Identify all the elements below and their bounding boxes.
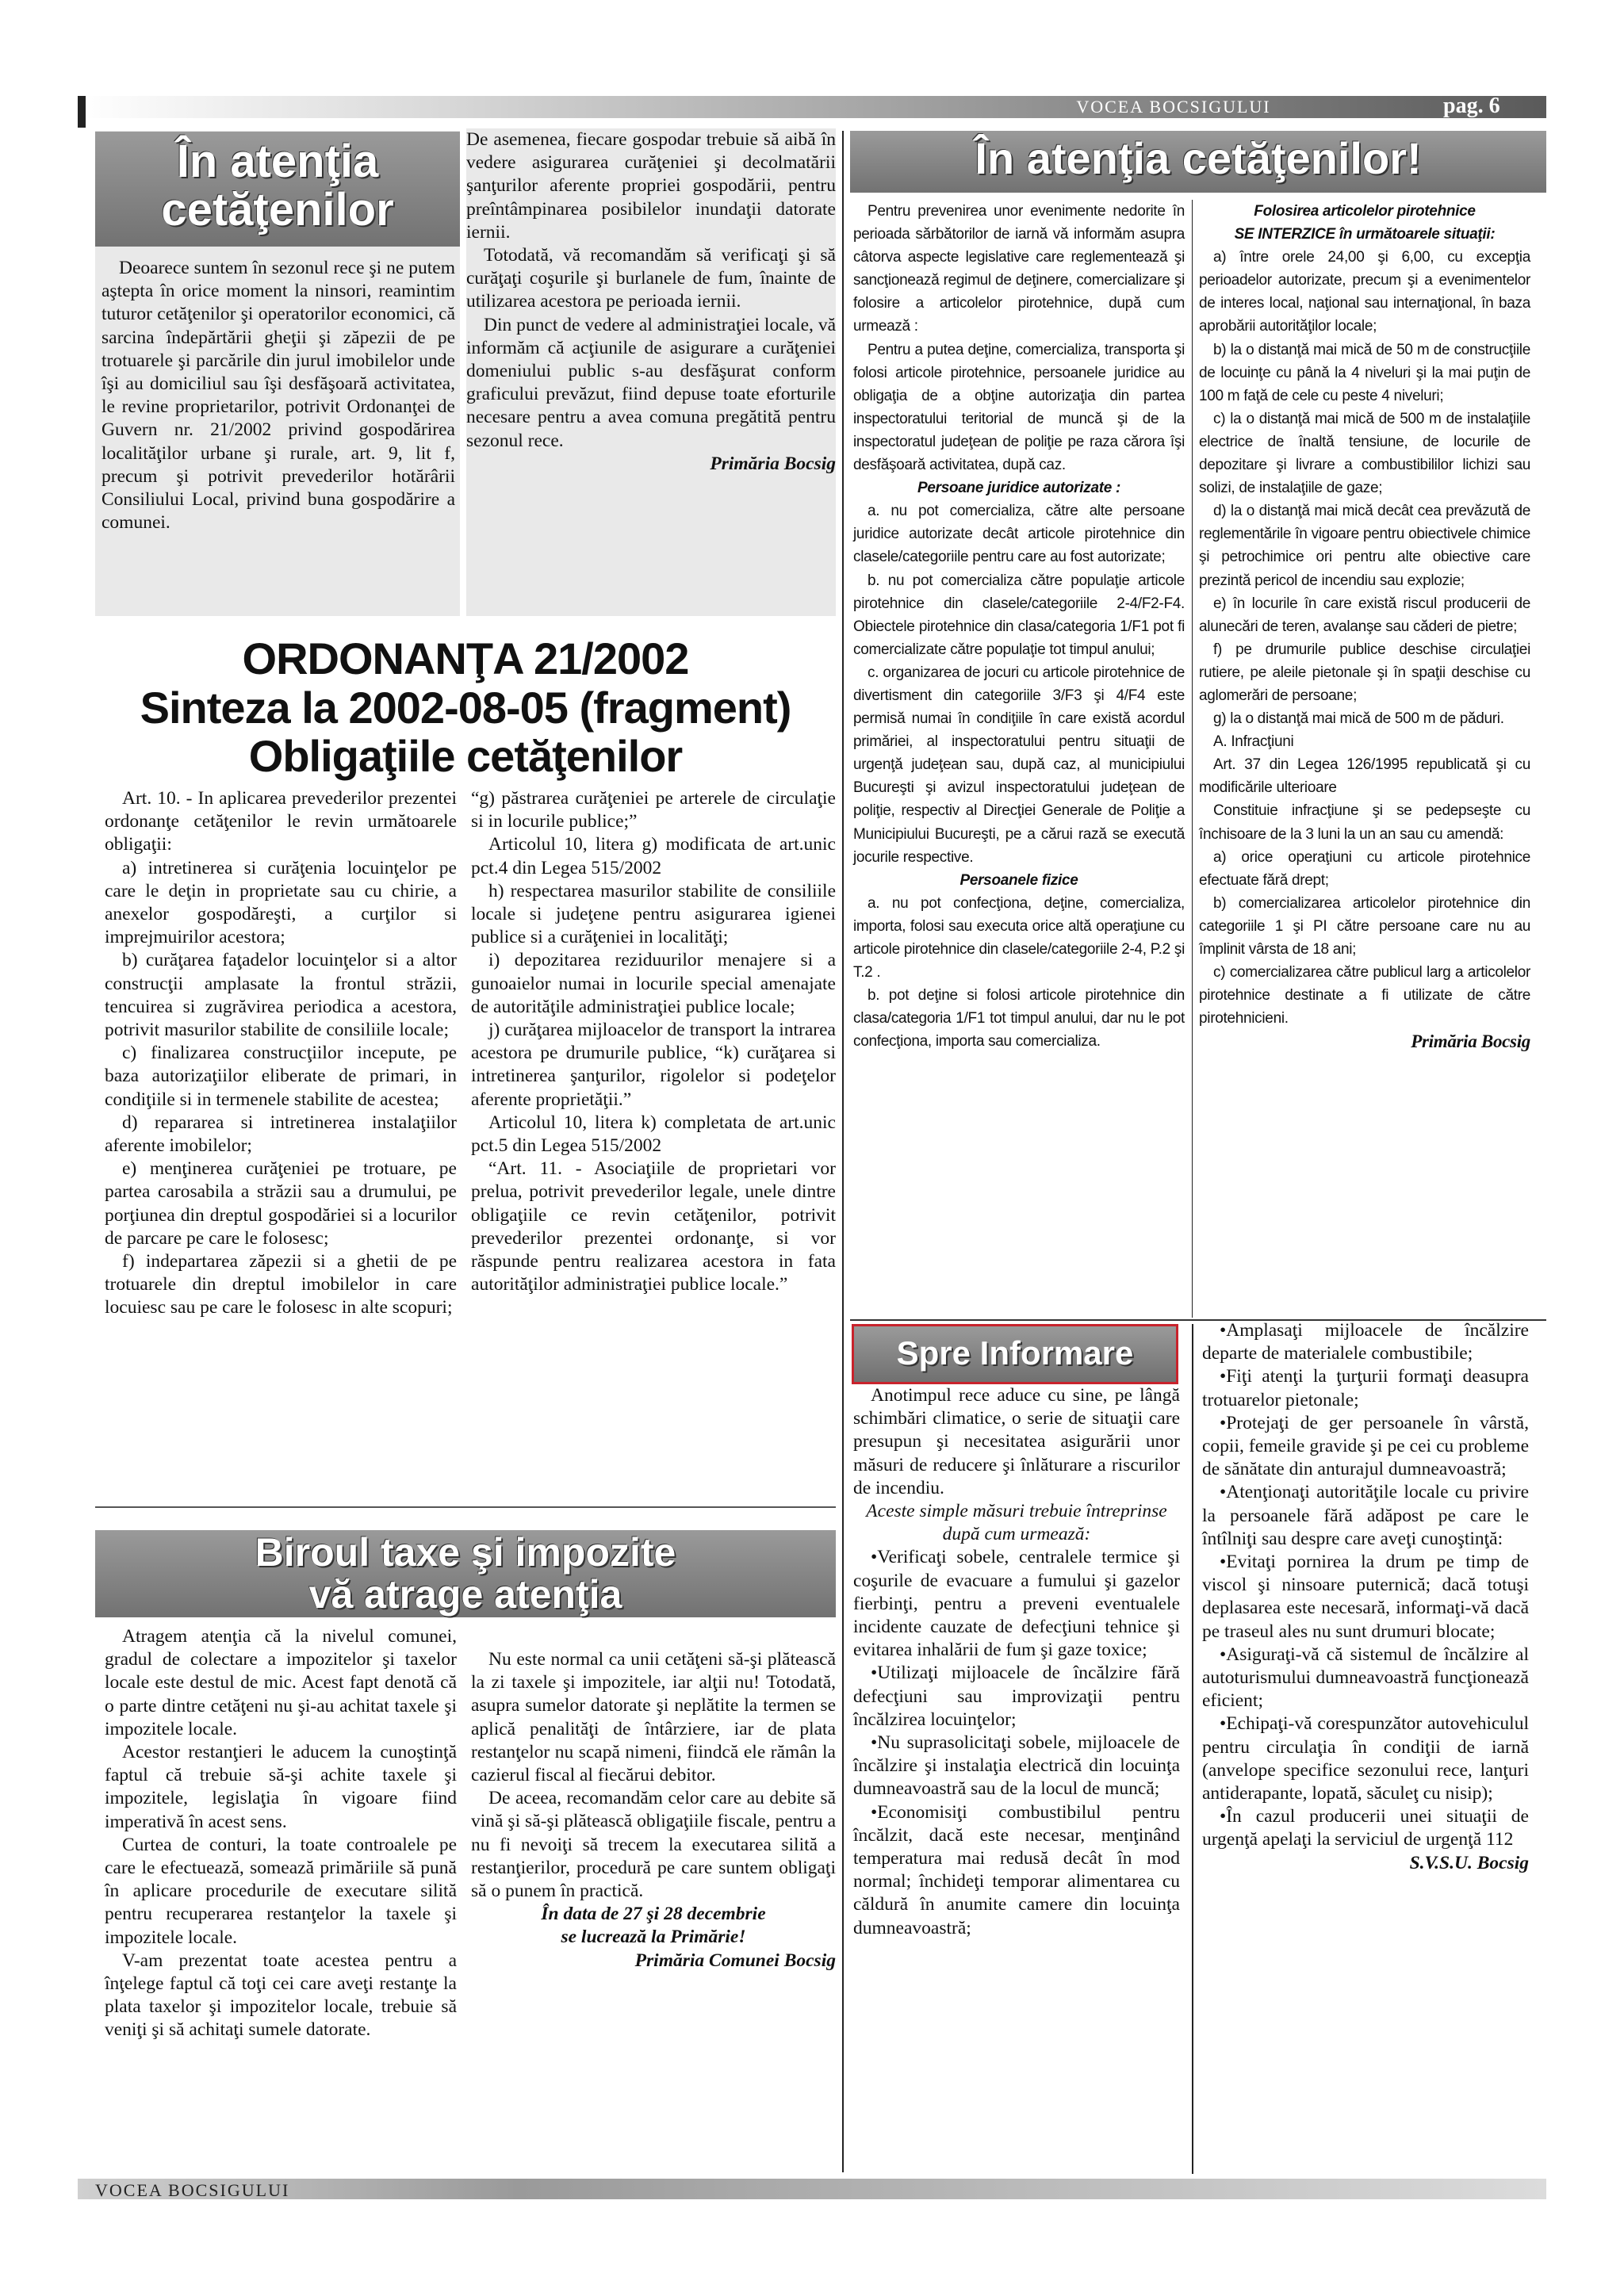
article-2-col2-p7: “Art. 11. - Asociaţiile de proprietari vor prelua, potrivit prevederilor legale, unele dintre obligaţiile ce revin cetăţenilor, potrivit prevederilor prezentei ordonanţe, si vor răspunde pentru realizarea acestora in fata autorităţilor administraţiei publice locale.” xyxy=(471,1158,836,1295)
article-3-col1-p1: Atragem atenţia că la nivelul comunei, gradul de colectare a impozitelor şi taxelor locale este destul de mic. Acest fapt denotă că o parte dintre cetăţeni nu şi-au achitat taxele şi impozitele locale. xyxy=(105,1626,457,1739)
article-1-signature: Primăria Bocsig xyxy=(710,453,836,474)
article-4-colB-p2: b) la o distanţă mai mică de 50 m de construcţiile de locuinţe cu până la 4 niveluri şi la mai puţin de 100 m faţă de cele cu peste 4 niveluri; xyxy=(1199,341,1530,404)
article-1-col1 xyxy=(102,257,455,534)
article-3-col2-p1: Nu este normal ca unii cetăţeni să-şi plătească la zi taxele şi impozitele, iar alţii nu! Totodată, asupra sumelor datorate şi neplătite la termen se aplică penalităţi de întârziere, iar de plata restanţelor nu scapă nimeni, fiindcă ele rămân la cazierul fiscal al fiecărui debitor. xyxy=(471,1649,836,1786)
article-5-colA-intro: Aceste simple măsuri trebuie întreprinse după cum urmează: xyxy=(866,1501,1167,1545)
article-2-title xyxy=(95,634,836,781)
article-5-colA xyxy=(853,1384,1180,1940)
article-4-colB-p11: a) orice operaţiuni cu articole pirotehnice efectuate fără drept; xyxy=(1199,848,1530,889)
article-3-title-line1: Biroul taxe şi impozite xyxy=(255,1530,676,1575)
article-2-col1-p1: Art. 10. - In aplicarea prevederilor prezentei ordonanţe cetăţenilor le revin următoarele obligaţii: xyxy=(105,788,457,855)
article-3-col1-p4: V-am prezentat toate acestea pentru a înţelege faptul că toţi cei care aveţi restanţe la plata taxelor şi impozitelor locale, trebuie să veniţi şi să achitaţi sumele datorate. xyxy=(105,1950,457,2041)
article-1-p3: Din punct de vedere al administraţiei locale, vă informăm că acţiunile de asigurare a curăţeniei domeniului public s-au desfăşurat conform graficului prevăzut, fiind depuse toate eforturile necesare pentru a avea comuna pregătită pentru sezonul rece. xyxy=(466,314,836,451)
article-4-colB-p1: a) între orele 24,00 şi 6,00, cu excepţia perioadelor autorizate, precum şi a evenimentelor de interes local, naţional sau internaţional, în baza aprobării autorităţilor locale; xyxy=(1199,249,1530,335)
article-2-col1 xyxy=(105,787,457,1320)
article-5-colB-p7: •Echipaţi-vă corespunzător autovehiculul pentru circulaţia în condiţii de iarnă (anvelope specifice sezonului rece, lanţuri antiderapante, lopată, săculeţ cu nisip); xyxy=(1202,1713,1529,1804)
article-1-col1-text: Deoarece suntem în sezonul rece şi ne putem aştepta în orice moment la ninsori, reamintim tuturor cetăţenilor şi operatorilor economici, că sarcina îndepărtării gheţii şi zăpezii de pe trotuarele şi parcările din jurul imobilelor unde îşi au domiciliul sau îşi desfăşoară activitatea, le revine proprietarilor, potrivit Ordonanţei de Guvern nr. 21/2002 privind gospodărirea localităţilor urbane şi rurale, art. 9, lit f, precum şi potrivit prevederilor hotărârii Consiliului Local, privind buna gospodărire a comunei. xyxy=(102,258,455,534)
article-3-title xyxy=(95,1530,836,1617)
article-4-colB-p4: d) la o distanţă mai mică decât cea prevăzută de reglementările în vigoare pentru obiectivele chimice şi petrochimice ori pentru alte obiective care prezintă pericol de incendiu sau explozie; xyxy=(1199,503,1530,589)
article-4-colB-sub1: Folosirea articolelor pirotehnice xyxy=(1254,203,1476,220)
article-4-colB-p10: Constituie infracţiune şi se pedepseşte cu închisoare de la 3 luni la un an sau cu amendă: xyxy=(1199,802,1530,843)
article-4-colA-p4: b. nu pot comercializa către populaţie articole pirotehnice din clasele/categoriile 2-4/F2-F4. Obiectele pirotehnice din clasa/categoria 1/F1 pot fi comercializate către populaţie tot timpul anului; xyxy=(853,572,1185,658)
article-5-title: Spre Informare xyxy=(852,1324,1178,1384)
article-2-col1-p2: a) intretinerea si curăţenia locuinţelor pe care le deţin in proprietate sau cu chirie, a anexelor gospodăreşti, a curţilor si imprejmuirilor acestora; xyxy=(105,857,457,948)
footer-bar xyxy=(78,2179,1546,2199)
article-5-colB-p5: •Evitaţi pornirea la drum pe timp de viscol şi ninsoare puternică; dacă totuşi deplasarea este necesară, informaţi-vă dacă pe traseul ales nu sunt drumuri blocate; xyxy=(1202,1552,1529,1642)
article-5-colA-p5: •Economisiţi combustibilul pentru încălzit, dacă este necesar, menţinând temperatura mai redusă decât în mod normal; închideţi temporar alimentarea cu căldură în anumite camere din locuinţa dumneavoastră; xyxy=(853,1801,1180,1938)
article-4-colA-sub1: Persoane juridice autorizate : xyxy=(917,480,1121,497)
article-5-colB-p8: •În cazul producerii unei situaţii de urgenţă apelaţi la serviciul de urgenţă 112 xyxy=(1202,1806,1529,1850)
article-2-col2-p1: “g) păstrarea curăţeniei pe arterele de circulaţie si in locurile publice;” xyxy=(471,788,836,832)
article-2-col2-p5: j) curăţarea mijloacelor de transport la intrarea acestora pe drumurile publice, “k) curăţarea si intretinerea şanţurilor, rigolelor si podeţelor aferente proprietăţii.” xyxy=(471,1020,836,1110)
article-4-colA xyxy=(853,200,1185,1053)
article-3-note xyxy=(471,1903,836,1949)
article-4-colB-sub2: SE INTERZICE în următoarele situaţii: xyxy=(1234,226,1496,243)
article-3-note-line2: se lucrează la Primărie! xyxy=(561,1927,746,1948)
article-3-col2 xyxy=(471,1648,836,1973)
article-1-title: În atenţia cetăţenilor xyxy=(95,132,460,247)
article-4-colA-p6: a. nu pot confecţiona, deţine, comercializa, importa, folosi sau executa orice altă operaţiune cu articole pirotehnice din clasele/categoriile 2-4, P.2 şi T.2 . xyxy=(853,894,1185,982)
article-5-colA-p1: Anotimpul rece aduce cu sine, pe lângă schimbări climatice, o serie de situaţii care presupun şi necesitatea asigurării unor măsuri de reducere şi înlăturare a riscurilor de incendiu. xyxy=(853,1385,1180,1498)
article-5-col-divider xyxy=(1192,1324,1193,2174)
article-3-title-line2: vă atrage atenţia xyxy=(308,1571,622,1617)
article-2-col1-p4: c) finalizarea construcţiilor incepute, pe baza autorizaţiilor eliberate de primari, in condiţiile si in termenele stabilite de acestea; xyxy=(105,1043,457,1110)
article-5-signature: S.V.S.U. Bocsig xyxy=(1409,1852,1529,1873)
article-3-col2-p2: De aceea, recomandăm celor care au debite să vină şi să-şi plătească obligaţiile fiscale, pentru a nu fi nevoiţi să trecem la executarea silită a restanţierilor, procedură pe care suntem obligaţi să o punem în practică. xyxy=(471,1788,836,1902)
article-2-title-line2: Sinteza la 2002-08-05 (fragment) xyxy=(140,682,791,733)
column-divider-main xyxy=(842,131,844,2172)
article-4-colB-p7: g) la o distanţă mai mică de 500 m de păduri. xyxy=(1213,710,1504,728)
article-5-colB-p6: •Asiguraţi-vă că sistemul de încălzire al autoturismului dumneavoastră funcţionează eficient; xyxy=(1202,1644,1529,1712)
article-2-title-line1: ORDONANŢA 21/2002 xyxy=(242,633,689,683)
article-4-colB-p9: Art. 37 din Legea 126/1995 republicată şi cu modificările ulterioare xyxy=(1199,756,1530,797)
article-3-signature: Primăria Comunei Bocsig xyxy=(634,1950,836,1971)
article-4-title: În atenţia cetăţenilor! xyxy=(850,131,1546,193)
article-2-col2-p2: Articolul 10, litera g) modificata de art.unic pct.4 din Legea 515/2002 xyxy=(471,834,836,878)
article-2-col2 xyxy=(471,787,836,1296)
header-bar xyxy=(78,96,1546,118)
article-3-note-line1: În data de 27 şi 28 decembrie xyxy=(541,1904,766,1925)
article-5-colA-p4: •Nu suprasolicitaţi sobele, mijloacele de încălzire şi instalaţia electrică din locuinţa dumneavoastră sau de la locul de muncă; xyxy=(853,1732,1180,1800)
article-5-colB-p4: •Atenţionaţi autorităţile locale cu privire la persoanele fără adăpost pe care le întîlniţi sau despre care aveţi cunoştinţă: xyxy=(1202,1482,1529,1549)
article-4-colA-sub2: Persoanele fizice xyxy=(959,871,1078,889)
article-4-colB-p5: e) în locurile în care există riscul producerii de alunecări de teren, avalanşe sau căderi de pietre; xyxy=(1199,595,1530,635)
article-1-col2 xyxy=(466,128,836,616)
footer-publication: VOCEA BOCSIGULUI xyxy=(95,2180,290,2200)
running-head: VOCEA BOCSIGULUI xyxy=(1076,97,1271,117)
article-4-colA-p2: Pentru a putea deţine, comercializa, transporta şi folosi articole pirotehnice, persoanele juridice au obligaţia de a obţine autorizaţia din partea inspectoratului teritorial de muncă şi de la inspectoratul judeţean de poliţie pe raza cărora îşi desfăşoară activitatea, după caz. xyxy=(853,341,1185,474)
article-3-col1 xyxy=(105,1625,457,2042)
article-4-colB xyxy=(1199,200,1530,1053)
article-3-col1-p3: Curtea de conturi, la toate controalele pe care le efectuează, somează primăriile să pună în aplicare procedurile de executare silită pentru recuperarea restanţelor la taxele şi impozitele locale. xyxy=(105,1834,457,1948)
page-number: pag. 6 xyxy=(1443,94,1500,118)
article-5-colB xyxy=(1202,1319,1529,1875)
article-2-title-line3: Obligaţiile cetăţenilor xyxy=(248,731,683,782)
article-2-col2-p3: h) respectarea masurilor stabilite de consiliile locale si judeţene pentru asigurarea igienei publice si a curăţeniei in localităţi; xyxy=(471,880,836,948)
article-5-colB-p1: •Amplasaţi mijloacele de încălzire departe de materialele combustibile; xyxy=(1202,1320,1529,1364)
article-4-col-divider xyxy=(1192,200,1193,1318)
article-5-colA-p2: •Verificaţi sobele, centralele termice şi coşurile de evacuare a fumului şi gazelor fierbinţi, pentru a preveni eventualele incidente cauzate de defecţiuni tehnice şi evitarea inhalării de fum şi gaze toxice; xyxy=(853,1547,1180,1661)
article-5-colA-p3: •Utilizaţi mijloacele de încălzire fără defecţiuni sau improvizaţii pentru încălzirea locuinţelor; xyxy=(853,1663,1180,1730)
article-5-colB-p3: •Protejaţi de ger persoanele în vârstă, copii, femeile gravide şi pe cei cu probleme de sănătate din anturajul dumneavoastră; xyxy=(1202,1412,1529,1480)
article-4-colB-p12: b) comercializarea articolelor pirotehnice din categoriile 1 şi PI către persoane care nu au împlinit vârsta de 18 ani; xyxy=(1199,894,1530,958)
article-2-col1-p6: e) menţinerea curăţeniei pe trotuare, pe partea carosabila a străzii sau a drumului, pe porţiunea din dreptul gospodăriei si a locurilor de parcare pe care le folosesc; xyxy=(105,1158,457,1249)
article-2-col1-p5: d) repararea si intretinerea instalaţiilor aferente imobilelor; xyxy=(105,1112,457,1157)
article-4-colB-p13: c) comercializarea către publicul larg a articolelor pirotehnice destinate a fi utilizate de către pirotehnicieni. xyxy=(1199,964,1530,1027)
article-4-signature: Primăria Bocsig xyxy=(1411,1031,1530,1052)
article-2-col2-p6: Articolul 10, litera k) completata de art.unic pct.5 din Legea 515/2002 xyxy=(471,1112,836,1157)
article-2-col1-p7: f) indepartarea zăpezii si a ghetii de pe trotuarele din dreptul imobilelor in care locuiesc sau pe care le folosesc in alte scopuri; xyxy=(105,1251,457,1318)
article-4-colA-p7: b. pot deţine si folosi articole pirotehnice din clasa/categoria 1/F1 tot timpul anului, dar nu le pot confecţiona, importa sau comercializa. xyxy=(853,987,1185,1050)
article-4-colA-p5: c. organizarea de jocuri cu articole pirotehnice de divertisment din categoriile 3/F3 şi 4/F4 este permisă numai în condiţiile în care există acordul primăriei, al inspectoratului pentru situaţii de urgenţă judeţean sau, după caz, al municipiului Bucureşti şi avizul inspectoratului judeţean de poliţie, respectiv al Direcţiei Generale de Poliţie a Municipiului Bucureşti, pe a cărui rază se execută jocurile respective. xyxy=(853,664,1185,866)
article-1-p1: De asemenea, fiecare gospodar trebuie să aibă în vedere asigurarea curăţeniei şi decolmatării şanţurilor aferente propriei gospodării, pentru preîntâmpinarea posibilelor inundaţii datorate iernii. xyxy=(466,129,836,243)
article-4-colA-p1: Pentru prevenirea unor evenimente nedorite în perioada sărbătorilor de iarnă vă informăm asupra câtorva aspecte legislative care reglementează şi sancţionează regimul de deţinere, comercializare şi folosire a articolelor pirotehnice, după cum urmează : xyxy=(853,203,1185,335)
article-4-colB-p6: f) pe drumurile publice deschise circulaţiei rutiere, pe aleile pietonale şi în spaţii deschise cu aglomerări de persoane; xyxy=(1199,641,1530,704)
article-4-colB-p8: A. Infracţiuni xyxy=(1213,733,1294,751)
article-4-colA-p3: a. nu pot comercializa, către alte persoane juridice autorizate decât articole pirotehnice din clasele/categoriile pentru care au fost autorizate; xyxy=(853,503,1185,566)
article-5-colB-p2: •Fiţi atenţi la ţurţurii formaţi deasupra trotuarelor pietonale; xyxy=(1202,1366,1529,1410)
article-3-col1-p2: Acestor restanţieri le aducem la cunoştinţă faptul că trebuie să-şi achite taxele şi impozitele, legislaţia în vigoare fiind imperativă în acest sens. xyxy=(105,1742,457,1832)
article-1-p2: Totodată, vă recomandăm să verificaţi şi să curăţaţi coşurile şi burlanele de fum, înainte de utilizarea acestora pe perioada iernii. xyxy=(466,245,836,312)
article-2-col1-p3: b) curăţarea faţadelor locuinţelor si a altor construcţii amplasate la frontul străzii, tencuirea si zugrăvirea periodica a acestora, potrivit masurilor stabilite de consiliile locale; xyxy=(105,950,457,1041)
header-corner-mark xyxy=(78,96,86,128)
article-4-colB-p3: c) la o distanţă mai mică de 500 m de instalaţiile electrice de înaltă tensiune, de locurile de depozitare şi livrare a combustibililor lichizi sau solizi, de instalaţiile de gaze; xyxy=(1199,410,1530,497)
article-2-bottom-rule xyxy=(95,1506,836,1508)
article-2-col2-p4: i) depozitarea reziduurilor menajere si a gunoaielor numai in locurile special amenajate de autorităţile administraţiei publice locale; xyxy=(471,950,836,1017)
